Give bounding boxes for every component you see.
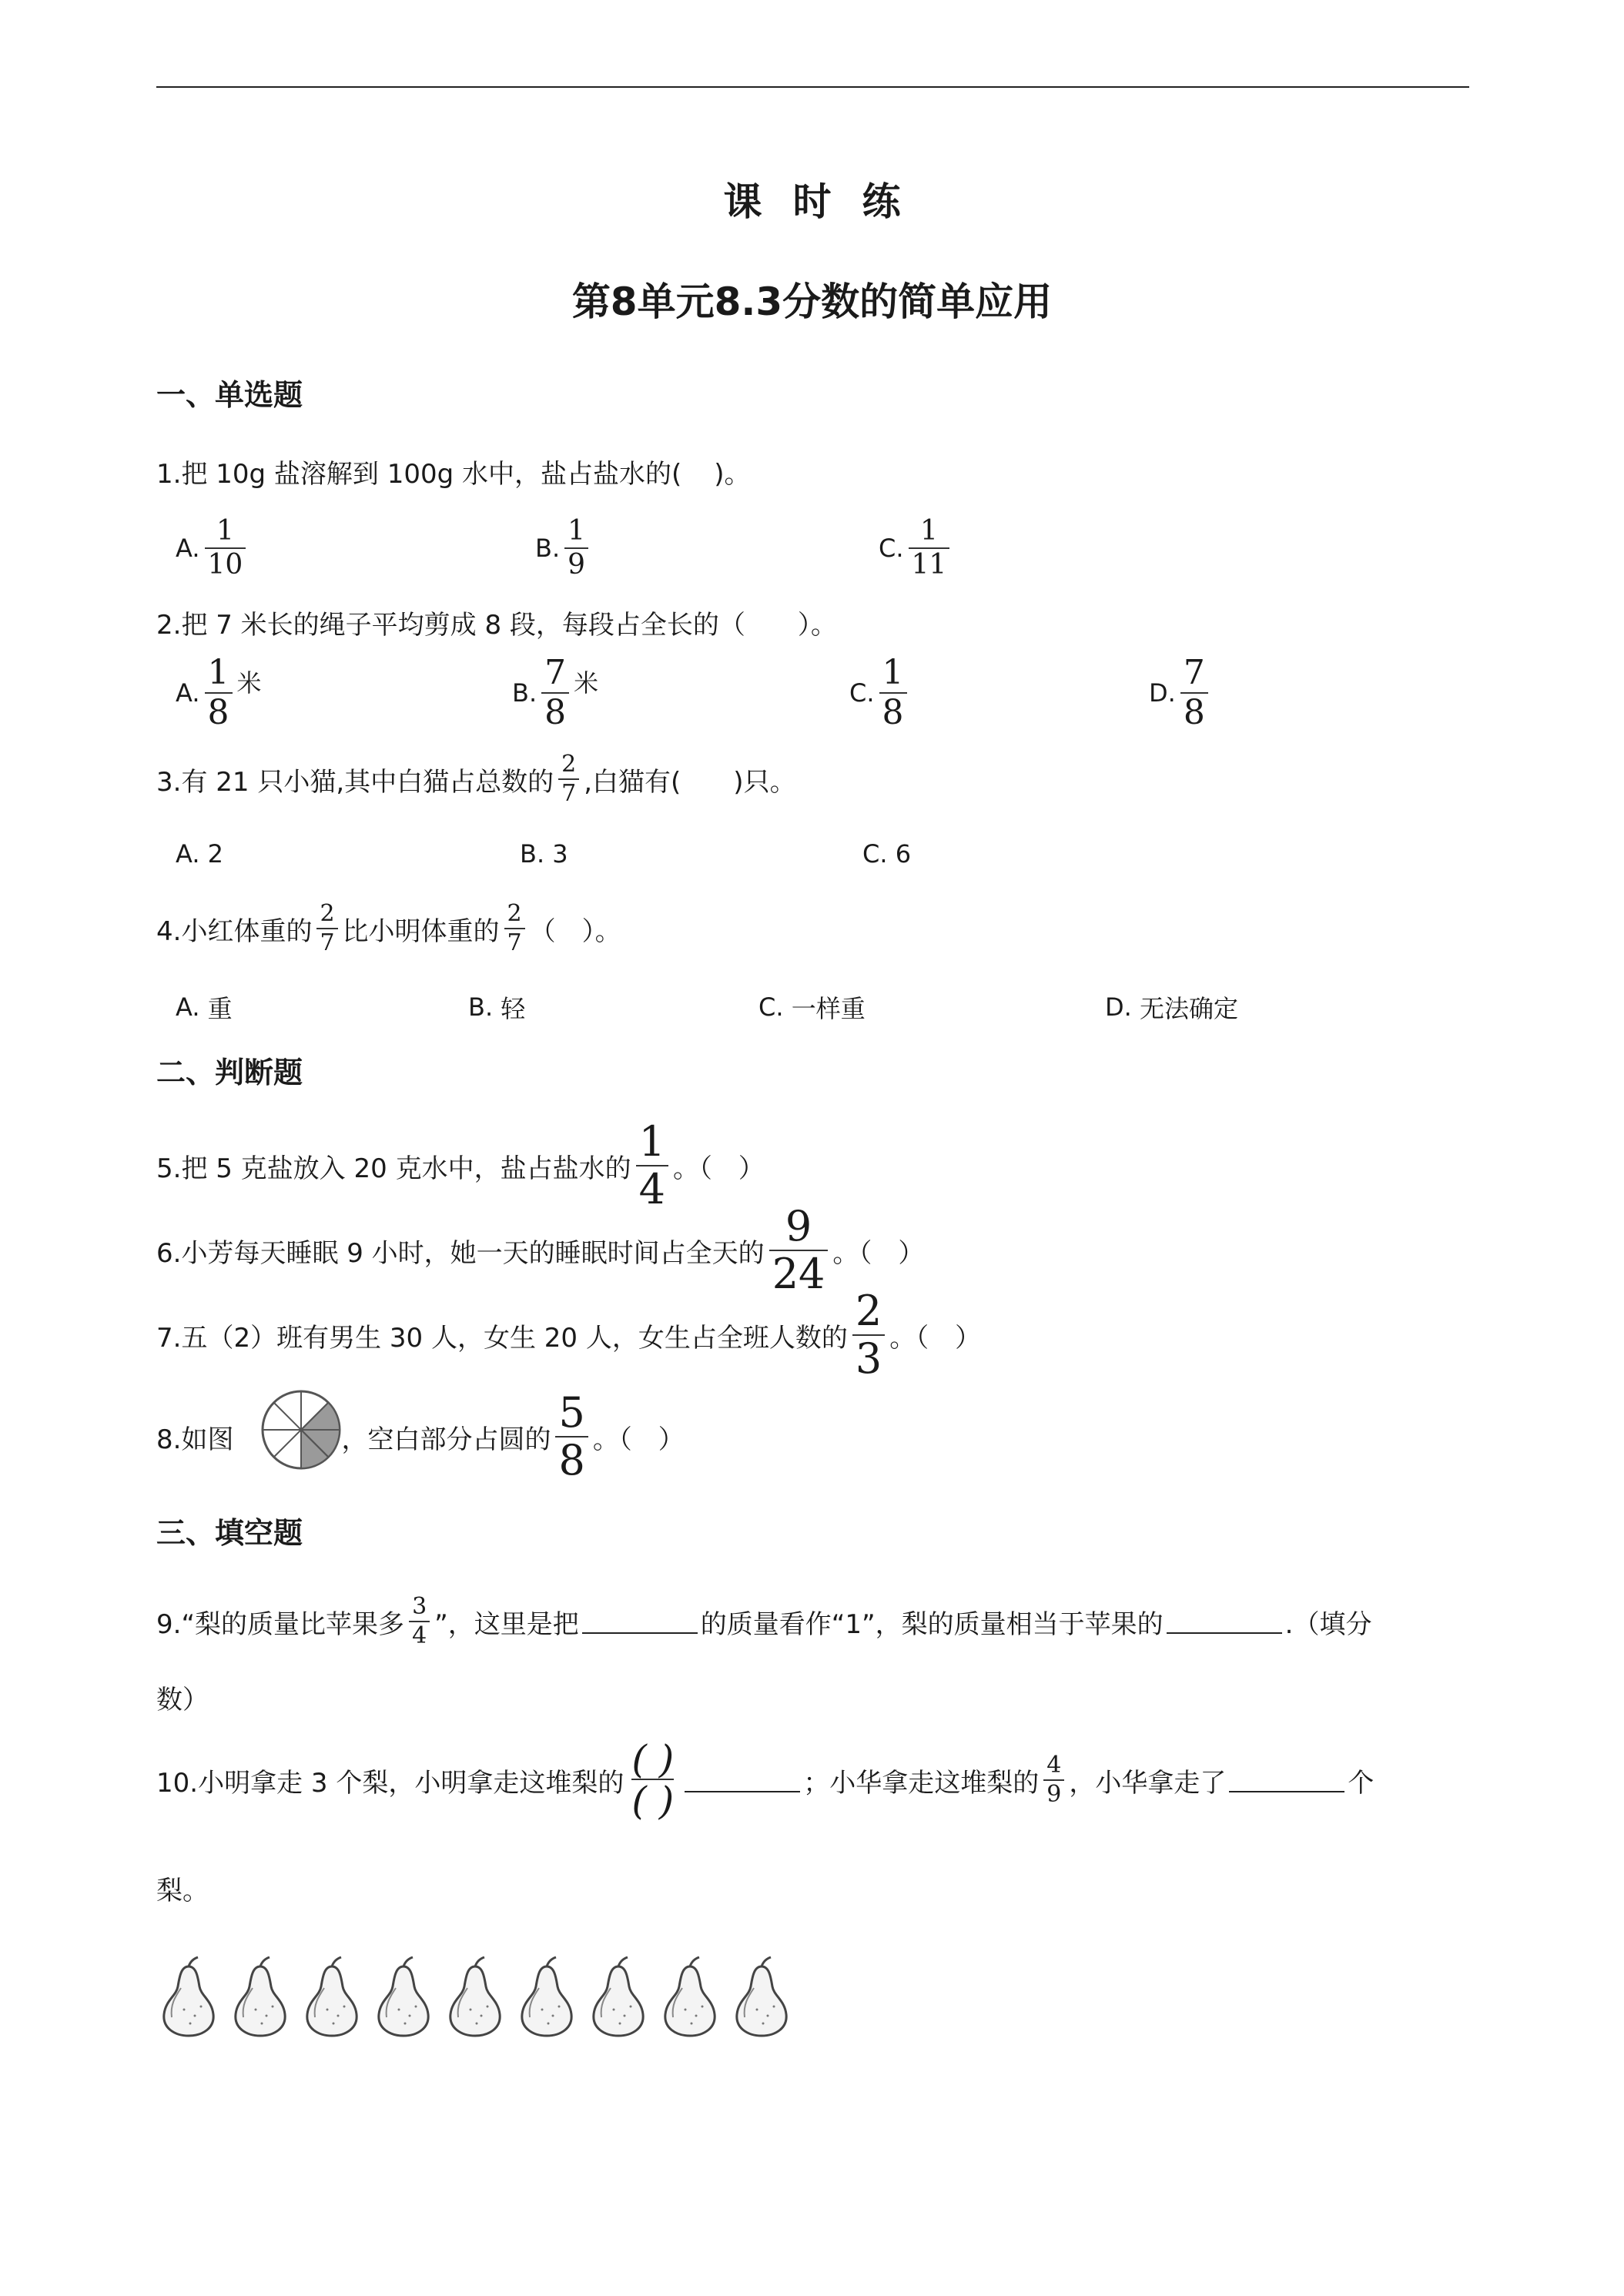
fraction: $\frac{2}{3}$ [852,1290,885,1380]
question-8: 8.如图 ，空白部分占圆的 $\frac{5}{8}$ 。（ ） [156,1388,685,1484]
fraction: $\frac{1}{4}$ [636,1121,668,1210]
fraction: $\frac{1}{8}$ [205,656,233,730]
fraction: $\frac{4}{9}$ [1043,1754,1064,1806]
answer-blank[interactable] [1167,1609,1282,1634]
circle-eighths-diagram [259,1387,343,1472]
pear-icon [450,1957,500,2036]
question-7: 7.五（2）班有男生 30 人，女生 20 人，女生占全班人数的 $\frac{2}{3}$ 。（ ） [156,1287,982,1383]
section-heading-single-choice: 一、单选题 [156,378,303,412]
question-2: 2.把 7 米长的绳子平均剪成 8 段，每段占全长的（ ）。 [156,610,837,641]
fraction: $\frac{7}{8}$ [541,656,569,730]
pears-illustration [158,1956,812,2040]
pear-icon [236,1957,285,2036]
question-9: 9.“梨的质量比苹果多 $\frac{3}{4}$ ”，这里是把 的质量看作“1”，梨的质量相当于苹果的 .（填分 [156,1593,1372,1649]
question-9-continued: 数） [156,1685,209,1715]
q1-option-b[interactable]: B. $\frac{1}{9}$ [535,517,593,579]
q4-option-a[interactable]: A. 重 [176,992,233,1023]
blank-fraction[interactable]: $\frac{( )}{( )}$ [631,1737,675,1823]
question-1: 1.把 10g 盐溶解到 100g 水中，盐占盐水的( )。 [156,459,751,490]
fraction: $\frac{2}{7}$ [504,902,525,955]
q3-option-b[interactable]: B. 3 [520,839,568,869]
q2-option-a[interactable]: A. $\frac{1}{8}$ 米 [176,653,262,732]
question-10-continued: 梨。 [156,1876,209,1906]
q1-option-c[interactable]: C. $\frac{1}{11}$ [879,517,954,579]
q1-option-a[interactable]: A. $\frac{1}{10}$ [176,517,250,579]
q3-option-a[interactable]: A. 2 [176,839,224,869]
fraction: $\frac{1}{9}$ [564,517,588,579]
answer-blank[interactable] [582,1609,698,1634]
answer-blank[interactable] [1229,1768,1344,1792]
question-4: 4.小红体重的 $\frac{2}{7}$ 比小明体重的 $\frac{2}{7}$ （ ）。 [156,900,621,956]
fraction: $\frac{9}{24}$ [769,1206,829,1295]
header-rule [156,86,1469,88]
fraction: $\frac{1}{8}$ [879,656,907,730]
q4-option-d[interactable]: D. 无法确定 [1105,992,1238,1023]
question-6: 6.小芳每天睡眠 9 小时，她一天的睡眠时间占全天的 $\frac{9}{24}$ 。（ ） [156,1202,925,1298]
pear-icon [164,1957,213,2036]
q2-option-d[interactable]: D. $\frac{7}{8}$ [1149,656,1213,730]
pear-icon [307,1957,357,2036]
question-3: 3.有 21 只小猫,其中白猫占总数的 $\frac{2}{7}$ ,白猫有( )只。 [156,751,796,807]
q3-option-c[interactable]: C. 6 [862,839,912,869]
pear-icon [737,1957,786,2036]
q4-option-b[interactable]: B. 轻 [468,992,526,1023]
fraction: $\frac{5}{8}$ [555,1392,588,1481]
pear-icon [665,1957,715,2036]
question-5: 5.把 5 克盐放入 20 克水中，盐占盐水的 $\frac{1}{4}$ 。（ ） [156,1117,765,1213]
section-heading-true-false: 二、判断题 [156,1056,303,1089]
pear-icon [522,1957,571,2036]
fraction: $\frac{1}{10}$ [205,517,246,579]
fraction: $\frac{7}{8}$ [1180,656,1208,730]
fraction: $\frac{3}{4}$ [409,1595,430,1648]
pear-icon [379,1957,428,2036]
answer-blank[interactable] [685,1768,800,1792]
page-subtitle: 第8单元8.3分数的简单应用 [571,279,1053,324]
q4-option-c[interactable]: C. 一样重 [758,992,866,1023]
page-title: 课时练 [723,179,932,224]
pear-icon [594,1957,643,2036]
fraction: $\frac{2}{7}$ [316,902,337,955]
q2-option-c[interactable]: C. $\frac{1}{8}$ [849,656,912,730]
q2-option-b[interactable]: B. $\frac{7}{8}$ 米 [512,653,599,732]
fraction: $\frac{2}{7}$ [558,753,579,805]
fraction: $\frac{1}{11}$ [909,517,950,579]
question-10: 10.小明拿走 3 个梨，小明拿走这堆梨的 $\frac{( )}{( )}$ ；小华拿走这堆梨的 $\frac{4}{9}$ ，小华拿走了 个 [156,1737,1375,1823]
section-heading-fill-blank: 三、填空题 [156,1516,303,1550]
